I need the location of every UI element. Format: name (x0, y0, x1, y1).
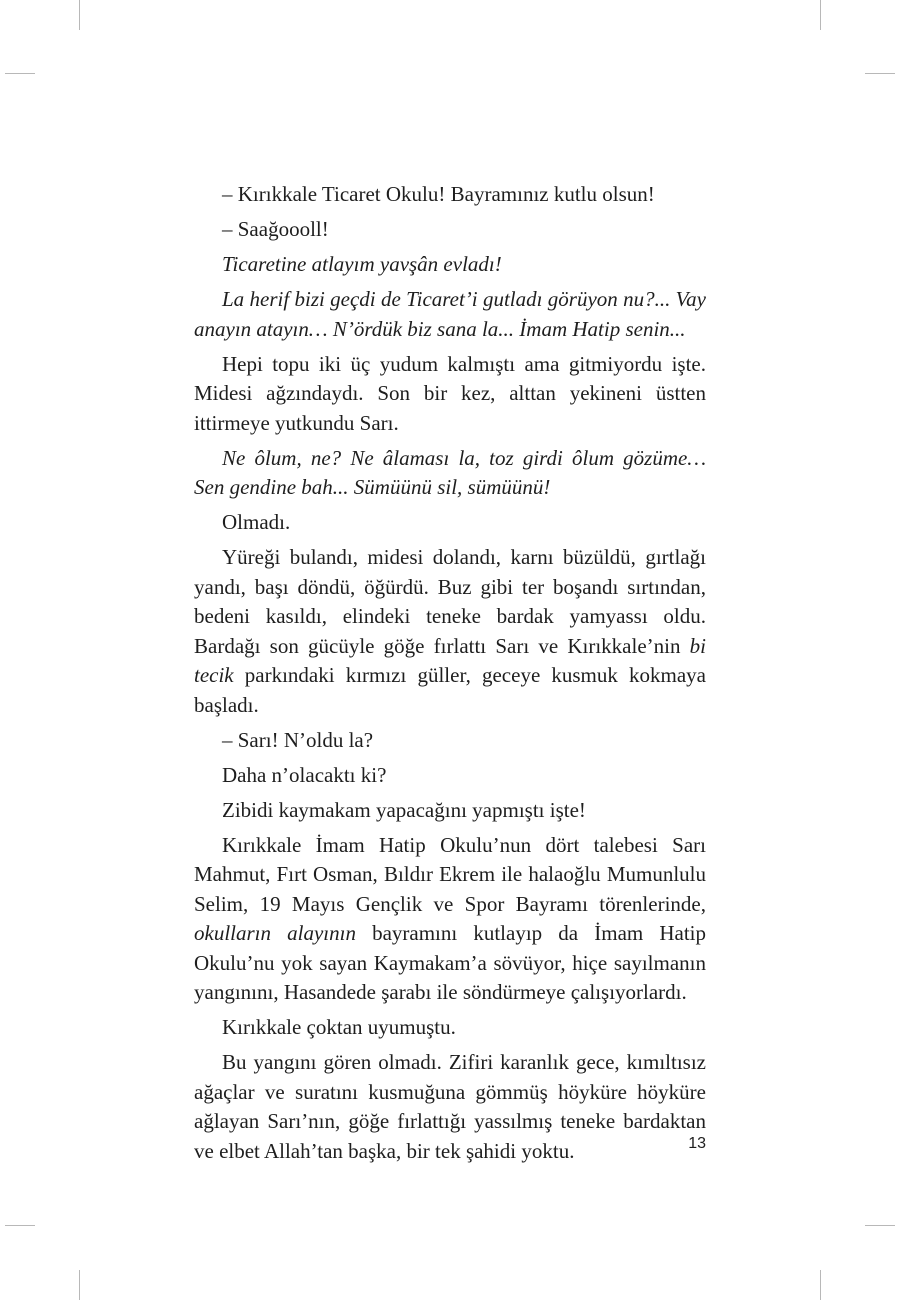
italic-phrase: okulların alayının (194, 921, 356, 945)
paragraph-text: parkındaki kırmızı güller, geceye kusmuk kokmaya başladı. (194, 663, 706, 717)
paragraph: Bu yangını gören olmadı. Zifiri karanlık gece, kımıltısız ağaçlar ve suratını kusmuğuna gömmüş höyküre höyküre ağlayan Sarı’nın, göğe fırlattığı yassılmış teneke bardaktan ve elbet Allah’tan başka, bir tek şahidi yoktu. (194, 1050, 706, 1163)
paragraph: Daha n’olacaktı ki? (222, 762, 387, 787)
italic-phrase: bi tecik (194, 633, 706, 687)
crop-mark-top-right (820, 0, 821, 30)
paragraph-text: Yüreği bulandı, midesi dolandı, karnı büzüldü, gırtlağı yandı, başı döndü, öğürdü. Buz gibi ter boşandı sırtından, bedeni kasıldı, elindeki teneke bardak yamyassı oldu. Bardağı son gücüyle göğe fırlattı Sarı ve Kırıkkale’nin (194, 545, 706, 658)
paragraph: Kırıkkale çoktan uyumuştu. (222, 1015, 456, 1039)
crop-mark-top-left (79, 0, 80, 30)
paragraph (194, 831, 706, 1008)
paragraph: Ne ôlum, ne? Ne âlaması la, toz girdi ôlum gözüme… Sen gendine bah... Sümüünü sil, sümüünü! (194, 445, 706, 499)
paragraph: – Sarı! N’oldu la? (222, 727, 374, 752)
paragraph-text: bayramını kutlayıp da İmam Hatip Okulu’nu yok sayan Kaymakam’a sövüyor, hiçe sayılmanın yangınını, Hasandede şarabı ile söndürmeye çalışıyorlardı. (194, 921, 706, 1004)
crop-mark-right-top (865, 73, 895, 74)
crop-mark-left-top (5, 73, 35, 74)
paragraph: Hepi topu iki üç yudum kalmıştı ama gitmiyordu işte. Midesi ağzındaydı. Son bir kez, alttan yekineni üstten ittirmeye yutkundu Sarı. (194, 351, 706, 435)
paragraph (194, 543, 706, 720)
paragraph: – Saağoooll! (222, 217, 329, 241)
crop-mark-bottom-left (79, 1270, 80, 1300)
crop-mark-left-bottom (5, 1225, 35, 1226)
paragraph: Olmadı. (222, 510, 291, 534)
page-number: 13 (688, 1135, 706, 1152)
paragraph-text: Kırıkkale İmam Hatip Okulu’nun dört talebesi Sarı Mahmut, Fırt Osman, Bıldır Ekrem ile halaoğlu Mumunlulu Selim, 19 Mayıs Gençlik ve Spor Bayramı törenlerinde, (194, 832, 706, 916)
crop-mark-right-bottom (865, 1225, 895, 1226)
crop-mark-bottom-right (820, 1270, 821, 1300)
body-text (194, 180, 706, 1172)
paragraph: La herif bizi geçdi de Ticaret’i gutladı görüyon nu?... Vay anayın atayın… N’ördük biz sana la... İmam Hatip senin... (194, 287, 706, 341)
paragraph: – Kırıkkale Ticaret Okulu! Bayramınız kutlu olsun! (222, 182, 655, 206)
paragraph: Ticaretine atlayım yavşân evladı! (222, 252, 502, 276)
paragraph: Zibidi kaymakam yapacağını yapmıştı işte! (222, 797, 586, 822)
